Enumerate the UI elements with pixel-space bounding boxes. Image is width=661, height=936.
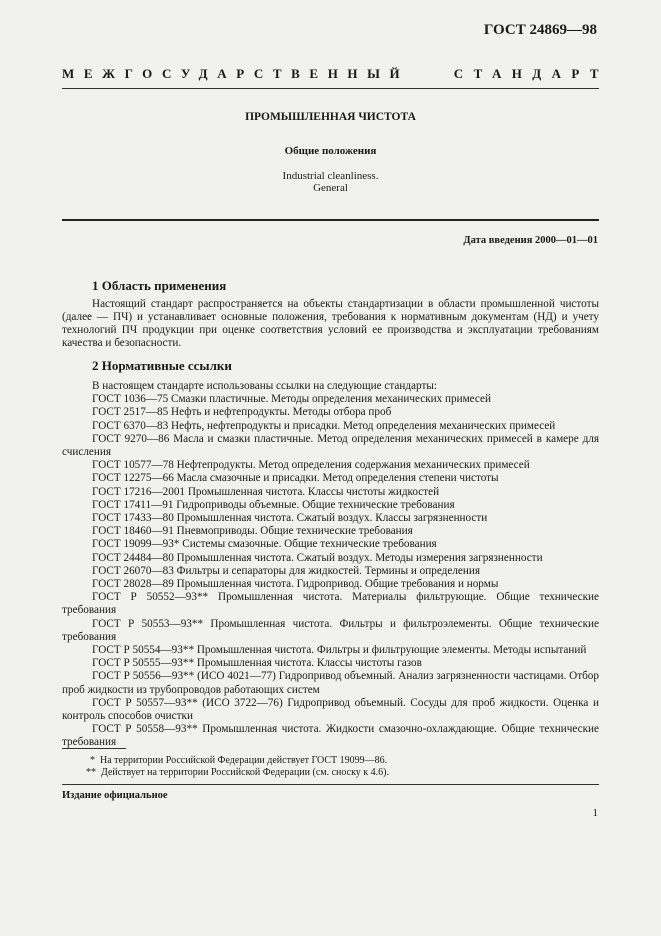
reference-item: ГОСТ 17411—91 Гидроприводы объемные. Общие технические требования [92, 498, 455, 511]
english-title [62, 170, 599, 194]
footnote-1-mark: * [90, 755, 95, 766]
footnote-2-mark: ** [86, 767, 96, 778]
footnote-1-text: На территории Российской Федерации действует ГОСТ 19099—86. [100, 755, 388, 766]
document-subtitle: Общие положения [284, 145, 377, 157]
section-2-heading: 2 Нормативные ссылки [92, 358, 232, 373]
reference-item: ГОСТ Р 50552—93** Промышленная чистота. Материалы фильтрующие. Общие технические требования [62, 591, 599, 617]
document-title: ПРОМЫШЛЕННАЯ ЧИСТОТА [245, 111, 416, 123]
reference-item: ГОСТ Р 50556—93** (ИСО 4021—77) Гидропривод объемный. Анализ загрязненности частицами. Отбор проб жидкости из трубопроводов работающих систем [62, 670, 599, 696]
banner-word-2: СТАНДАРТ [453, 66, 609, 81]
reference-item: ГОСТ 10577—78 Нефтепродукты. Метод определения содержания механических примесей [92, 459, 530, 472]
reference-item: ГОСТ 17216—2001 Промышленная чистота. Классы чистоты жидкостей [92, 485, 440, 498]
reference-item: ГОСТ 12275—66 Масла смазочные и присадки. Метод определения степени чистоты [92, 472, 499, 485]
standard-code: ГОСТ 24869—98 [483, 22, 597, 38]
section-1-paragraph: Настоящий стандарт распространяется на объекты стандартизации в области промышленной чистоты (далее — ПЧ) и устанавливает основные положения, требования к нормативным документам (НД) и учету технологий ПЧ продукции при оценке соответствия условий ее производства и эксплуатации требованиям качества и безопасности. [62, 298, 599, 349]
footnote-2 [86, 767, 389, 779]
reference-item: ГОСТ 2517—85 Нефть и нефтепродукты. Методы отбора проб [92, 406, 392, 419]
section-1-heading: 1 Область применения [92, 278, 227, 293]
reference-item: ГОСТ Р 50553—93** Промышленная чистота. Фильтры и фильтроэлементы. Общие технические требования [62, 617, 599, 643]
reference-item: ГОСТ 9270—86 Масла и смазки пластичные. Метод определения механических примесей в камере для счисления [62, 432, 599, 459]
english-title-line-2: General [313, 182, 348, 194]
reference-item: ГОСТ 26070—83 Фильтры и сепараторы для жидкостей. Термины и определения [92, 564, 481, 577]
reference-item: ГОСТ Р 50554—93** Промышленная чистота. Фильтры и фильтрующие элементы. Методы испытаний [92, 644, 587, 657]
footnote-2-text: Действует на территории Российской Федерации (см. сноску к 4.6). [101, 767, 389, 778]
page-number: 1 [592, 807, 598, 819]
section-1-body [62, 298, 599, 350]
reference-item: ГОСТ Р 50557—93** (ИСО 3722—76) Гидропривод объемный. Сосуды для проб жидкости. Оценка и контроль способов очистки [62, 696, 599, 723]
references-list [62, 380, 599, 750]
reference-item: ГОСТ 24484—80 Промышленная чистота. Сжатый воздух. Методы измерения загрязненности [92, 551, 543, 564]
standard-banner [62, 66, 609, 82]
reference-item: ГОСТ 19099—93* Системы смазочные. Общие технические требования [92, 538, 437, 551]
reference-item: ГОСТ 18460—91 Пневмоприводы. Общие технические требования [92, 525, 413, 538]
reference-item: ГОСТ 28028—89 Промышленная чистота. Гидропривод. Общие требования и нормы [92, 578, 499, 591]
footnote-rule [62, 748, 126, 749]
banner-rule [62, 88, 599, 89]
reference-item: ГОСТ 17433—80 Промышленная чистота. Сжатый воздух. Классы загрязненности [92, 512, 488, 525]
reference-item: ГОСТ Р 50555—93** Промышленная чистота. Классы чистоты газов [92, 657, 422, 670]
reference-item: ГОСТ Р 50558—93** Промышленная чистота. Жидкости смазочно-охлаждающие. Общие технические требования [62, 723, 599, 749]
references-intro: В настоящем стандарте использованы ссылки на следующие стандарты: [92, 380, 437, 392]
official-edition-label: Издание официальное [62, 790, 168, 801]
introduction-date: Дата введения 2000—01—01 [463, 235, 598, 246]
reference-item: ГОСТ 1036—75 Смазки пластичные. Методы определения механических примесей [92, 393, 491, 406]
title-rule [62, 219, 599, 221]
reference-item: ГОСТ 6370—83 Нефть, нефтепродукты и присадки. Метод определения механических примесей [92, 419, 556, 432]
footer-rule [62, 784, 599, 785]
footnote-1 [90, 755, 387, 767]
banner-word-1: МЕЖГОСУДАРСТВЕННЫЙ [62, 66, 410, 81]
english-title-line-1: Industrial cleanliness. [282, 170, 379, 182]
